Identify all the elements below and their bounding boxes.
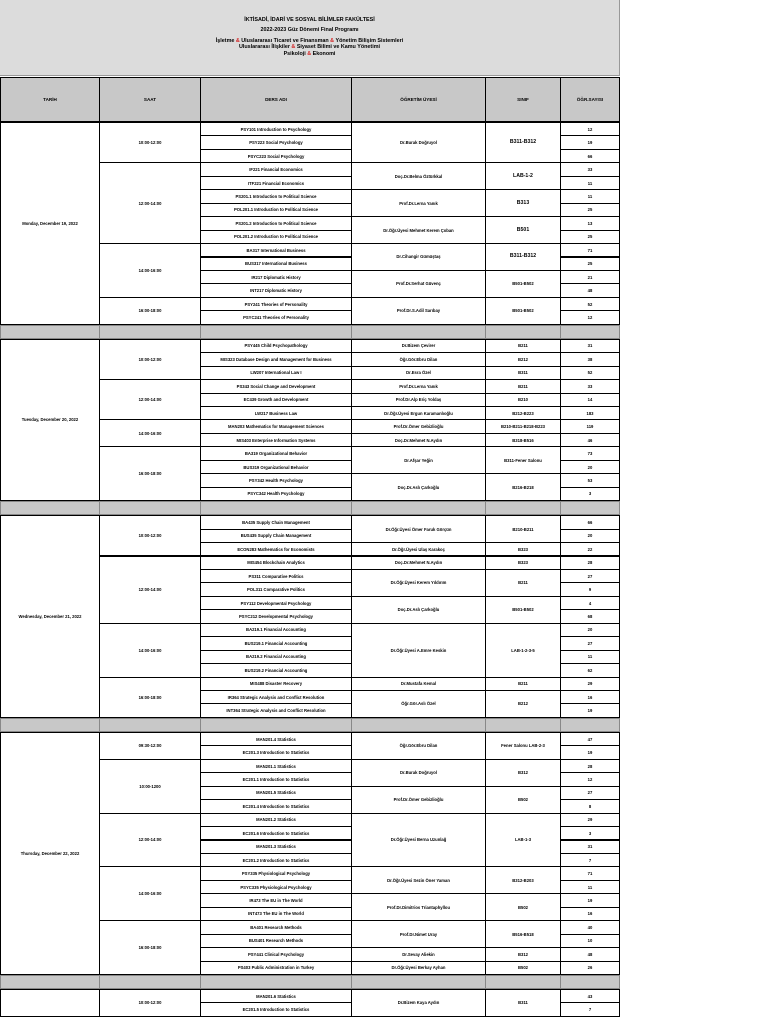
time-slot: 16:00-18:00 <box>99 920 201 975</box>
student-count: 7 <box>560 853 620 867</box>
course-name: MIS454 Blockchain Analytics <box>200 556 352 570</box>
room-code: B501-B502 <box>485 596 561 624</box>
course-name: IF221 Financial Economics <box>200 162 352 176</box>
time-slot: 16:00-18:00 <box>99 677 201 718</box>
course-name: MIS323 Database Design and Management for Business <box>200 352 352 366</box>
exam-date: Tuesday, December 20, 2022 <box>0 339 100 501</box>
room-code: B318-B516 <box>485 433 561 447</box>
course-name: BA435 Supply Chain Management <box>200 515 352 529</box>
department-line-2: Uluslararası İlişkiler & Siyaset Bilimi ve Kamu Yönetimi <box>238 44 381 51</box>
student-count: 19 <box>560 745 620 759</box>
column-header-date: TARİH <box>0 77 100 122</box>
column-header-course: DERS ADI <box>200 77 352 122</box>
student-count: 3 <box>560 826 620 840</box>
room-code: B211 <box>485 339 561 353</box>
course-name: PSY335 Physiological Psychology <box>200 866 352 880</box>
column-header-time: SAAT <box>99 77 201 122</box>
day-separator <box>99 975 201 989</box>
lecturer-name: Prof.Dr.Alp Eriç Yoldaş <box>351 393 486 407</box>
student-count: 9 <box>560 582 620 596</box>
day-separator <box>485 501 561 515</box>
student-count: 16 <box>560 907 620 921</box>
time-slot: 14:00-16:00 <box>99 243 201 298</box>
time-slot: 12:00-14:00 <box>99 813 201 868</box>
time-slot: 12:00-14:00 <box>99 556 201 624</box>
room-code: B211 <box>485 677 561 691</box>
lecturer-name: Doç.Dr.Mehmet N.Aydın <box>351 433 486 447</box>
day-separator <box>0 325 100 339</box>
day-separator <box>200 501 352 515</box>
lecturer-name: Dr.Öğr.Üyesi Ulaş Karakoç <box>351 542 486 556</box>
course-name: INT473 The EU in The World <box>200 907 352 921</box>
student-count: 33 <box>560 379 620 393</box>
course-name: IR217 Diplomatic History <box>200 270 352 284</box>
day-separator <box>560 325 620 339</box>
room-code: B311-B312 <box>485 243 561 271</box>
exam-date: Thursday, December 22, 2022 <box>0 732 100 975</box>
course-name: PSYC342 Health Psychology <box>200 487 352 501</box>
day-separator <box>99 325 201 339</box>
faculty-title: İKTİSADİ, İDARİ VE SOSYAL BİLİMLER FAKÜLTESİ <box>244 17 375 23</box>
day-separator <box>485 975 561 989</box>
time-slot: 10:00-12:00 <box>99 339 201 380</box>
room-code: B311-Fener Salonu <box>485 446 561 474</box>
lecturer-name: Doç.Dr.Mehmet N.Aydın <box>351 556 486 570</box>
lecturer-name: Dr.Sevay Aliekin <box>351 947 486 961</box>
day-separator <box>485 718 561 732</box>
student-count: 29 <box>560 677 620 691</box>
course-name: EC201.3 Introduction to Statistics <box>200 745 352 759</box>
course-name: MAN201.3 Statistics <box>200 840 352 854</box>
student-count: 53 <box>560 473 620 487</box>
day-separator <box>351 501 486 515</box>
course-name: MAN201.1 Statistics <box>200 759 352 773</box>
student-count: 12 <box>560 310 620 324</box>
student-count: 183 <box>560 406 620 420</box>
course-name: POL311 Comparative Politics <box>200 582 352 596</box>
student-count: 11 <box>560 189 620 203</box>
lecturer-name: Öğr.Gör.Ebru Dilan <box>351 732 486 760</box>
course-name: MIS403 Enterprise Information Systems <box>200 433 352 447</box>
student-count: 11 <box>560 176 620 190</box>
column-header-row <box>0 77 620 122</box>
lecturer-name: Dr.Mustafa Kemal <box>351 677 486 691</box>
course-name: BA319 Organizational Behavior <box>200 446 352 460</box>
student-count: 73 <box>560 446 620 460</box>
course-name: MAN201.5 Statistics <box>200 786 352 800</box>
lecturer-name: Prof.Dr.Lerna Yanık <box>351 189 486 217</box>
room-code: B502 <box>485 893 561 921</box>
room-code: B501 <box>485 216 561 244</box>
room-code: B211 <box>485 569 561 597</box>
course-name: INT364 Strategic Analysis and Conflict Resolution <box>200 703 352 717</box>
day-separator <box>560 501 620 515</box>
room-code: B311-B312 <box>485 122 561 163</box>
time-slot: 14:00-16:00 <box>99 866 201 921</box>
room-code: B502 <box>485 961 561 975</box>
course-name: BA219.2 Financial Accounting <box>200 650 352 664</box>
day-separator <box>0 501 100 515</box>
room-code: B312-B203 <box>485 866 561 894</box>
course-name: MAN201.4 Statistics <box>200 732 352 746</box>
room-code: B311 <box>485 366 561 380</box>
lecturer-name: Dr.Cihangir Gümüştaş <box>351 243 486 271</box>
course-name: INT217 Diplomatic History <box>200 283 352 297</box>
course-name: PS343 Social Change and Development <box>200 379 352 393</box>
term-title: 2022-2023 Güz Dönemi Final Programı <box>260 27 359 34</box>
student-count: 31 <box>560 339 620 353</box>
time-slot: 14:00-16:00 <box>99 623 201 678</box>
room-code: B212-B223 <box>485 406 561 420</box>
course-name: PSY112 Developmental Psychology <box>200 596 352 610</box>
course-name: PS311 Comparative Politics <box>200 569 352 583</box>
course-name: BUS317 International Business <box>200 257 352 271</box>
lecturer-name: Prof.Dr.S.Adil Sarıbay <box>351 297 486 325</box>
student-count: 25 <box>560 257 620 271</box>
course-name: PSY241 Theories of Personality <box>200 297 352 311</box>
room-code: B313 <box>485 189 561 217</box>
course-name: IR473 The EU in The World <box>200 893 352 907</box>
room-code: B312 <box>485 947 561 961</box>
course-name: ITF221 Financial Economics <box>200 176 352 190</box>
student-count: 25 <box>560 230 620 244</box>
student-count: 11 <box>560 880 620 894</box>
time-slot: 10:00-12:00 <box>99 989 201 1017</box>
lecturer-name: Dr.Esra Özel <box>351 366 486 380</box>
course-name: EC201.2 Introduction to Statistics <box>200 853 352 867</box>
student-count: 47 <box>560 732 620 746</box>
student-count: 11 <box>560 650 620 664</box>
course-name: MAN203 Mathematics for Management Sciences <box>200 419 352 433</box>
room-code: B311 <box>485 989 561 1017</box>
student-count: 7 <box>560 1002 620 1016</box>
lecturer-name: Prof.Dr.Ömer Gebizlioğlu <box>351 786 486 814</box>
lecturer-name: Dr.Afşar Yeğin <box>351 446 486 474</box>
exam-date <box>0 989 100 1017</box>
course-name: LW207 International Law I <box>200 366 352 380</box>
course-name: EC201.6 Introduction to Statistics <box>200 826 352 840</box>
course-name: PSY342 Health Psychology <box>200 473 352 487</box>
lecturer-name: Dr.Bizem Çevirer <box>351 339 486 353</box>
course-name: PSY445 Child Psychopathology <box>200 339 352 353</box>
course-name: EC201.4 Introduction to Statistics <box>200 799 352 813</box>
lecturer-name: Dr.Öğr.Üyesi Berna Uzunlağ <box>351 813 486 868</box>
student-count: 43 <box>560 989 620 1003</box>
course-name: BA401 Research Methods <box>200 920 352 934</box>
course-name: PSYC212 Developmental Psychology <box>200 609 352 623</box>
course-name: BUS219.1 Financial Accounting <box>200 636 352 650</box>
lecturer-name: Dr.Öğr.Üyesi Kerem Yıldırım <box>351 569 486 597</box>
lecturer-name: Prof.Dr.Nimet Uray <box>351 920 486 948</box>
day-separator <box>200 325 352 339</box>
time-slot: 10:00-12:00 <box>99 122 201 163</box>
course-name: BUS219.2 Financial Accounting <box>200 663 352 677</box>
day-separator <box>351 325 486 339</box>
course-name: EC201.1 Introduction to Statistics <box>200 772 352 786</box>
student-count: 29 <box>560 813 620 827</box>
day-separator <box>351 975 486 989</box>
student-count: 21 <box>560 270 620 284</box>
student-count: 31 <box>560 840 620 854</box>
lecturer-name: Öğr.Gör.Aslı Özel <box>351 690 486 718</box>
lecturer-name: Prof.Dr.Ömer Gebizlioğlu <box>351 419 486 433</box>
lecturer-name: Öğr.Gör.Ebru Dilan <box>351 352 486 366</box>
lecturer-name: Dr.Öğr.Üyesi Ergun Karamanlıoğlu <box>351 406 486 420</box>
column-header-count: ÖĞR.SAYISI <box>560 77 620 122</box>
lecturer-name: Doç.Dr.Belma Öztürkkal <box>351 162 486 190</box>
room-code: LAB-1-2-3-5 <box>485 623 561 678</box>
day-separator <box>560 975 620 989</box>
student-count: 10 <box>560 934 620 948</box>
course-name: PS201.1 Introduction to Political Science <box>200 189 352 203</box>
room-code: LAB-1-2 <box>485 162 561 190</box>
student-count: 20 <box>560 529 620 543</box>
student-count: 38 <box>560 352 620 366</box>
time-slot: 10:00-12:00 <box>99 515 201 556</box>
course-name: MAN201.2 Statistics <box>200 813 352 827</box>
student-count: 48 <box>560 283 620 297</box>
lecturer-name: Dr.Öğr.Üyesi Sezin Öner Yaman <box>351 866 486 894</box>
day-separator <box>200 975 352 989</box>
course-name: BUS319 Organizational Behavior <box>200 460 352 474</box>
student-count: 19 <box>560 893 620 907</box>
student-count: 52 <box>560 297 620 311</box>
course-name: POL201.2 Introduction to Political Science <box>200 230 352 244</box>
course-name: PSYC223 Social Psychology <box>200 149 352 163</box>
time-slot: 14:00-16:00 <box>99 419 201 447</box>
room-code: B210 <box>485 393 561 407</box>
student-count: 20 <box>560 460 620 474</box>
lecturer-name: Prof.Dr.Serhat Güvenç <box>351 270 486 298</box>
department-line-1: İşletme & Uluslararası Ticaret ve Finansman & Yönetim Bilişim Sistemleri <box>215 37 404 44</box>
student-count: 4 <box>560 596 620 610</box>
day-separator <box>0 975 100 989</box>
day-separator <box>351 718 486 732</box>
column-header-room: SINIF <box>485 77 561 122</box>
day-separator <box>99 718 201 732</box>
room-code: B323 <box>485 542 561 556</box>
student-count: 28 <box>560 759 620 773</box>
student-count: 66 <box>560 515 620 529</box>
lecturer-name: Prof.Dr.Dimitrios Triantaphyllou <box>351 893 486 921</box>
student-count: 27 <box>560 569 620 583</box>
course-name: ECON283 Mathematics for Economists <box>200 542 352 556</box>
course-name: MIS488 Disaster Recovery <box>200 677 352 691</box>
day-separator <box>200 718 352 732</box>
course-name: BA317 International Business <box>200 243 352 257</box>
time-slot: 12:00-14:00 <box>99 162 201 244</box>
room-code: B501-B502 <box>485 270 561 298</box>
course-name: PS403 Public Administration in Turkey <box>200 961 352 975</box>
student-count: 66 <box>560 149 620 163</box>
lecturer-name: Dr.Öğr.Üyesi Mehmet Kerem Çoban <box>351 216 486 244</box>
lecturer-name: Dr.Öğr.Üyesi Ömer Faruk Görçün <box>351 515 486 543</box>
course-name: PSYC241 Theories of Personality <box>200 310 352 324</box>
student-count: 27 <box>560 786 620 800</box>
student-count: 48 <box>560 947 620 961</box>
course-name: EC439 Growth and Development <box>200 393 352 407</box>
course-name: POL201.1 Introduction to Political Science <box>200 203 352 217</box>
room-code: B516-B518 <box>485 920 561 948</box>
time-slot: 12:00-14:00 <box>99 379 201 420</box>
lecturer-name: Dr.Öğr.Üyesi Berkay Ayhan <box>351 961 486 975</box>
course-name: PSY441 Clinical Psychology <box>200 947 352 961</box>
student-count: 12 <box>560 122 620 136</box>
student-count: 14 <box>560 393 620 407</box>
lecturer-name: Doç.Dr.Aslı Çarkoğlu <box>351 596 486 624</box>
room-code: LAB-1-3 <box>485 813 561 868</box>
course-name: PSYC335 Physiological Psychology <box>200 880 352 894</box>
lecturer-name: Dr.Burak Doğruyol <box>351 122 486 163</box>
student-count: 33 <box>560 162 620 176</box>
course-name: PSY223 Social Psychology <box>200 135 352 149</box>
student-count: 71 <box>560 243 620 257</box>
room-code: B323 <box>485 556 561 570</box>
exam-date: Monday, December 19, 2022 <box>0 122 100 325</box>
course-name: PS201.2 Introduction to Political Science <box>200 216 352 230</box>
room-code: B210-B211 <box>485 515 561 543</box>
student-count: 3 <box>560 487 620 501</box>
student-count: 13 <box>560 216 620 230</box>
student-count: 22 <box>560 542 620 556</box>
lecturer-name: Prof.Dr.Lerna Yanık <box>351 379 486 393</box>
student-count: 25 <box>560 203 620 217</box>
course-name: MAN201.6 Statistics <box>200 989 352 1003</box>
student-count: 8 <box>560 799 620 813</box>
column-header-lecturer: ÖĞRETİM ÜYESİ <box>351 77 486 122</box>
room-code: B211 <box>485 379 561 393</box>
day-separator <box>560 718 620 732</box>
student-count: 46 <box>560 433 620 447</box>
room-code: B502 <box>485 786 561 814</box>
time-slot: 16:00-18:00 <box>99 297 201 325</box>
department-line-3: Psikoloji & Ekonomi <box>283 50 336 57</box>
student-count: 27 <box>560 636 620 650</box>
course-name: LW217 Business Law <box>200 406 352 420</box>
lecturer-name: Dr.Öğr.Üyesi A.Emre Keskin <box>351 623 486 678</box>
student-count: 71 <box>560 866 620 880</box>
student-count: 12 <box>560 772 620 786</box>
student-count: 19 <box>560 135 620 149</box>
room-code: B312 <box>485 759 561 787</box>
time-slot: 10:00-1200 <box>99 759 201 814</box>
student-count: 62 <box>560 663 620 677</box>
room-code: Fener Salonu LAB-2-3 <box>485 732 561 760</box>
lecturer-name: Dr.Burak Doğruyol <box>351 759 486 787</box>
course-name: BUS435 Supply Chain Management <box>200 529 352 543</box>
course-name: PSY101 Introduction to Psychology <box>200 122 352 136</box>
student-count: 40 <box>560 920 620 934</box>
student-count: 68 <box>560 609 620 623</box>
course-name: EC201.5 Introduction to Statistics <box>200 1002 352 1016</box>
time-slot: 16:00-18:00 <box>99 446 201 501</box>
lecturer-name: Doç.Dr.Aslı Çarkoğlu <box>351 473 486 501</box>
course-name: BUS401 Research Methods <box>200 934 352 948</box>
room-code: B210-B211-B218-B223 <box>485 419 561 433</box>
student-count: 28 <box>560 556 620 570</box>
room-code: B216-B218 <box>485 473 561 501</box>
course-name: IR364 Strategic Analysis and Conflict Resolution <box>200 690 352 704</box>
room-code: B212 <box>485 352 561 366</box>
room-code: B501-B502 <box>485 297 561 325</box>
lecturer-name: Dr.Bizem Kaya Aydın <box>351 989 486 1017</box>
student-count: 19 <box>560 703 620 717</box>
exam-date: Wednesday, December 21, 2022 <box>0 515 100 718</box>
student-count: 26 <box>560 961 620 975</box>
course-name: BA219.1 Financial Accounting <box>200 623 352 637</box>
student-count: 16 <box>560 690 620 704</box>
document-header <box>0 0 620 76</box>
student-count: 52 <box>560 366 620 380</box>
student-count: 20 <box>560 623 620 637</box>
student-count: 119 <box>560 419 620 433</box>
day-separator <box>99 501 201 515</box>
time-slot: 09:30-12:00 <box>99 732 201 760</box>
room-code: B212 <box>485 690 561 718</box>
day-separator <box>485 325 561 339</box>
day-separator <box>0 718 100 732</box>
